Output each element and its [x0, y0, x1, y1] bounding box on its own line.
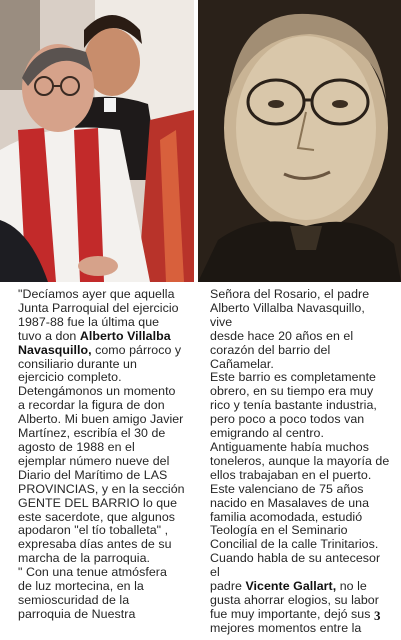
paragraph-barrio: Este barrio es completamente obrero, en su tiempo era muy rico y tenía bastante industria, pero poco a poco todos van emigrando al centro. [210, 370, 377, 441]
article-body [0, 282, 401, 640]
paragraph-quote: " Con una tenue atmósfera de luz mortecina, en la semioscuridad de la parroquia de Nuestra [18, 565, 167, 621]
antecesor-text-rest: no le gusta ahorrar elogios, su labor fue muy importante, dejó sus mejores momentos entre la [210, 579, 379, 635]
left-column [18, 288, 196, 622]
intro-bold-name: Alberto Villalba Navasquillo, [18, 328, 171, 357]
intro-text-rest: como párroco y consiliario durante un ejercicio completo. Detengámonos un momento a recordar la figura de don Alberto. Mi buen amigo Javier Martínez, escribía el 30 de agosto de 1988 en el ejemplar número nueve del Diario del Marítimo de LAS PROVINCIAS, y en la sección GENTE DEL BARRIO lo que este sacerdote, que algunos apodaron "el tío toballeta" , expresaba días antes de su marcha de la parroquia. [18, 342, 185, 566]
paragraph-intro [18, 288, 196, 566]
paragraph-valenciano: Este valenciano de 75 años nacido en Masalaves de una familia acomodada, estudió Teología en el Seminario Concilial de la calle Trinitarios. [210, 481, 379, 552]
antecesor-text-start: Cuando habla de su antecesor el padre [210, 551, 381, 594]
paragraph-continuation: Señora del Rosario, el padre Alberto Villalba Navasquillo, vive desde hace 20 años en el corazón del barrio del Cañamelar. [210, 287, 370, 371]
paragraph-toneleros: Antiguamente había muchos toneleros, aunque la mayoría de ellos trabajaban en el puerto. [210, 439, 390, 482]
page-number: 3 [374, 608, 381, 623]
portrait-photo [198, 0, 401, 282]
right-column [210, 288, 390, 636]
photo-strip [0, 0, 401, 282]
antecesor-bold-name: Vicente Gallart, [245, 579, 337, 594]
paragraph-antecesor [210, 552, 390, 635]
intro-text-start: "Decíamos ayer que aquella Junta Parroquial del ejercicio 1987-88 fue la última que tuvo a don [18, 287, 179, 343]
priests-photo [0, 0, 194, 282]
